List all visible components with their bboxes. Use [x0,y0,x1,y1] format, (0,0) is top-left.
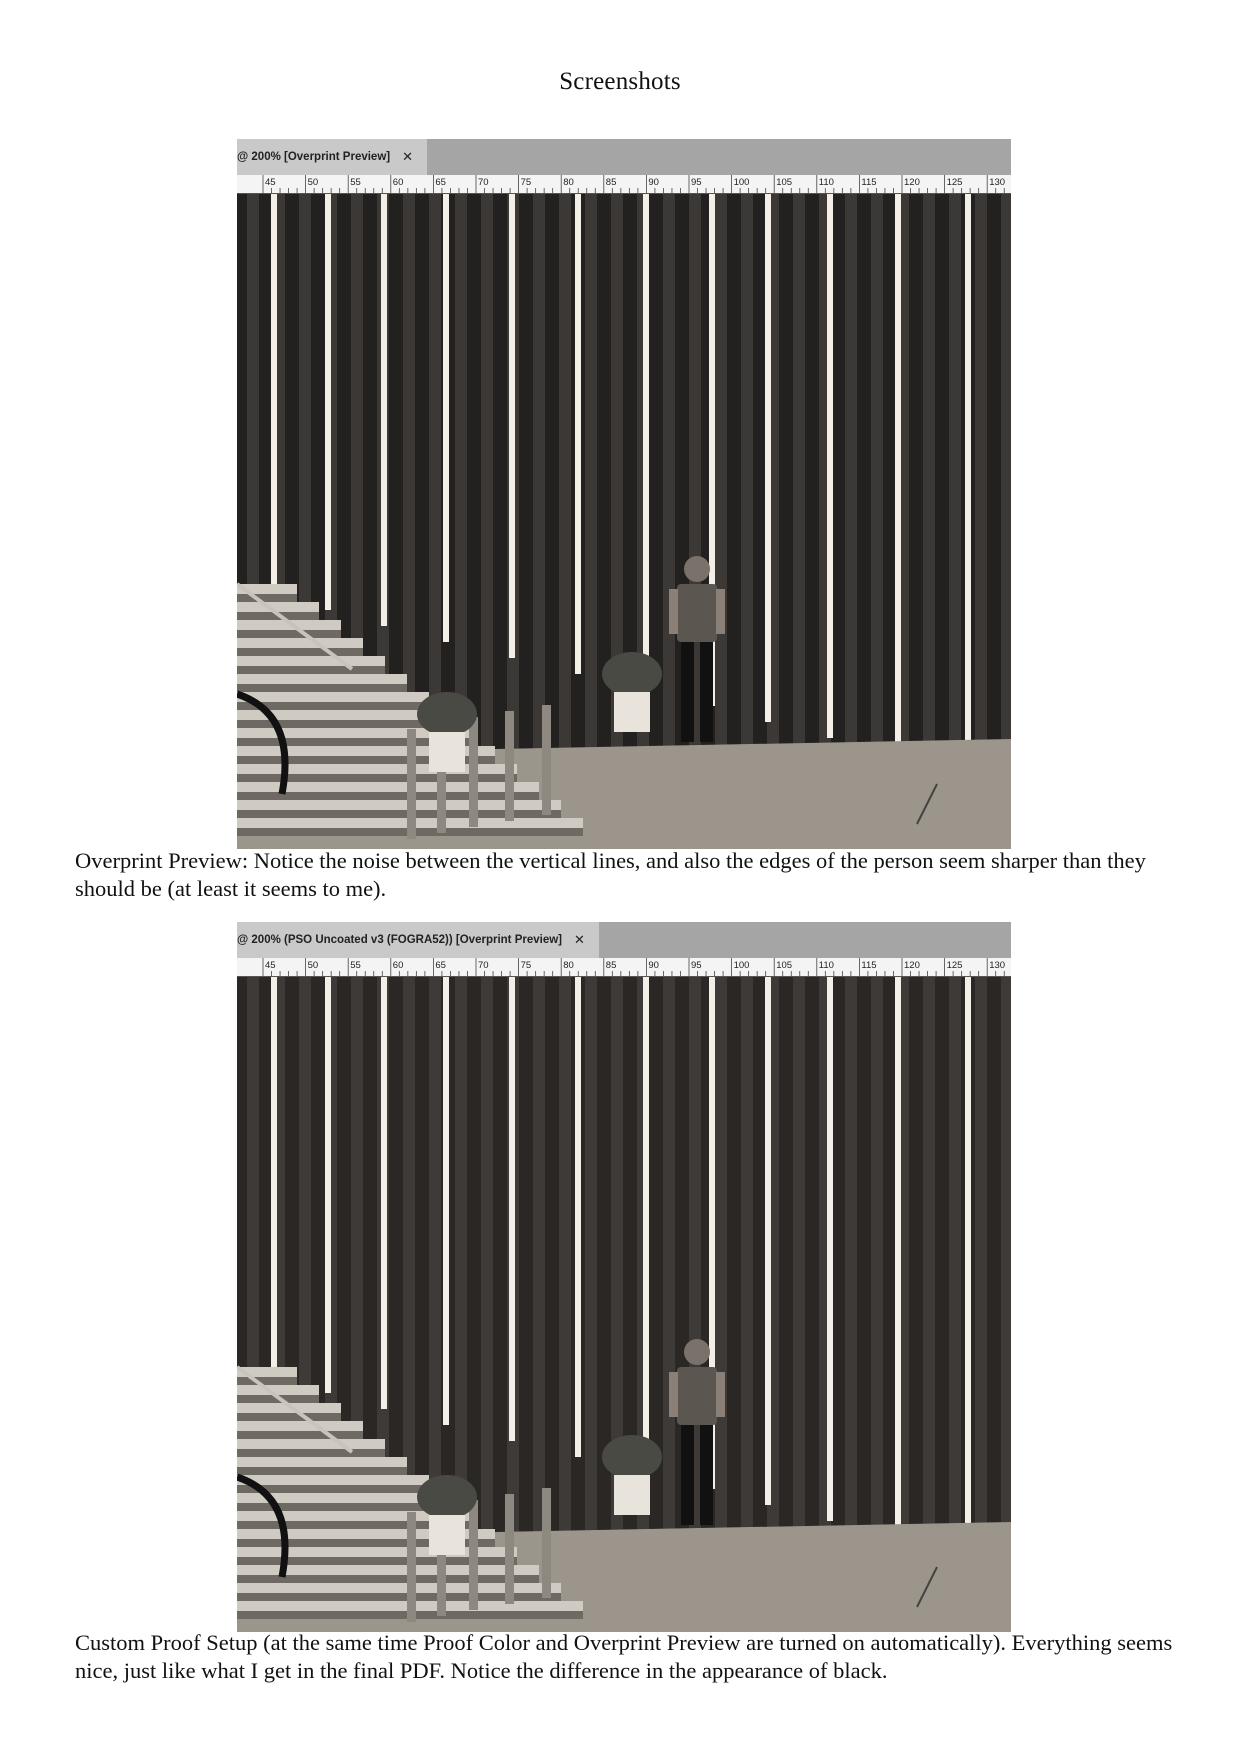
wall-slat [403,977,415,1537]
wall-slat [741,194,753,754]
document-tab-bar [237,139,1011,175]
ruler-tick-label: 50 [307,960,319,971]
caption-overprint-preview: Overprint Preview: Notice the noise between the vertical lines, and also the edges of the person seem sharper than they should be (at least it seems to me). [75,848,1146,901]
plant [417,1475,477,1519]
ruler-tick-label: 65 [435,177,446,188]
wall-slat [663,977,675,1537]
stair-step [237,674,407,684]
stair-riser [237,1377,297,1385]
wall-slat [403,194,415,754]
stair-riser [237,1449,385,1457]
ruler-tick-label: 55 [350,960,361,971]
bollard [542,1488,551,1598]
document-tab-label: @ 200% [Overprint Preview] [237,151,391,163]
plant-pot [614,1475,650,1515]
light-strip [509,194,515,658]
light-strip [271,194,277,594]
ruler-tick-label: 45 [265,177,276,188]
wall-slat [715,977,727,1537]
ruler-tick-label: 45 [265,960,276,971]
wall-slat [975,977,987,1537]
light-strip [895,194,901,754]
document-tab[interactable] [237,922,599,958]
ruler-tick-label: 115 [861,177,877,188]
light-strip [643,194,649,690]
light-strip [895,977,901,1537]
ruler-tick-label: 105 [776,960,793,971]
ruler-tick-label: 95 [691,177,702,188]
light-strip [827,194,833,738]
ruler-tick-label: 75 [520,960,532,971]
wall-slat [559,977,571,1537]
person-head [684,556,710,582]
bollard [407,1512,416,1622]
ruler-tick-label: 120 [904,960,920,971]
person-head [684,1339,710,1365]
wall-slat [793,194,805,754]
page-title: Screenshots [559,68,681,95]
stair-riser [237,594,297,602]
close-icon[interactable]: ✕ [402,149,414,164]
person-leg [681,642,694,742]
stair-riser [237,1467,407,1475]
plant-pot [429,732,465,772]
stair-step [237,1421,363,1431]
ruler-tick-label: 105 [776,177,793,188]
wall-slat [1001,194,1011,754]
light-strip [575,977,581,1457]
ruler-tick-label: 75 [520,177,532,188]
stair-riser [237,630,341,638]
ruler-tick-label: 85 [605,960,617,971]
ruler-tick-label: 90 [648,960,659,971]
stair-riser [237,684,407,692]
person-leg [681,1425,694,1525]
wall-slat [923,977,935,1537]
ruler-tick-label: 80 [563,960,574,971]
light-strip [325,977,331,1393]
stair-riser [237,1431,363,1439]
stair-step [237,656,385,666]
ruler-tick-label: 85 [605,177,617,188]
wall-slat [585,977,597,1537]
ruler-tick-label: 50 [307,177,319,188]
wall-slat [559,194,571,754]
ruler-tick-label: 130 [989,960,1006,971]
plant-pot [614,692,650,732]
wall-slat [715,194,727,754]
light-strip [765,977,771,1505]
light-strip [443,977,449,1425]
light-strip [575,194,581,674]
person-leg [700,642,713,742]
bollard [542,705,551,815]
horizontal-ruler [237,175,1011,194]
close-icon[interactable]: ✕ [574,932,585,947]
light-strip [271,977,277,1377]
wall-slat [845,194,857,754]
stair-step [237,1385,319,1395]
wall-slat [455,977,467,1537]
ruler-tick-label: 100 [733,960,750,971]
wall-slat [481,977,493,1537]
person-arm [669,1372,678,1417]
stair-step [237,1457,407,1467]
ruler-tick-label: 90 [648,177,659,188]
wall-slat [923,194,935,754]
bollard [469,717,478,827]
ruler-tick-label: 80 [563,177,574,188]
screenshot-custom-proof-setup [237,922,1011,1632]
document-tab-label: @ 200% (PSO Uncoated v3 (FOGRA52)) [Overprint Preview] [237,934,562,946]
wall-slat [533,194,545,754]
wall-slat [1001,977,1011,1537]
wall-slat [429,194,441,754]
light-strip [965,194,971,754]
plant-pot [429,1515,465,1555]
wall-slat [663,194,675,754]
wall-slat [455,194,467,754]
light-strip [381,977,387,1409]
stair-step [237,1475,429,1485]
wall-slat [949,194,961,754]
plant [602,652,662,696]
stair-step [237,1439,385,1449]
wall-slat [741,977,753,1537]
photo-canvas [237,194,1011,849]
wall-slat [793,977,805,1537]
stair-riser [237,666,385,674]
stair-riser [237,1413,341,1421]
ruler-tick-label: 60 [392,960,404,971]
caption-custom-proof-setup: Custom Proof Setup (at the same time Proof Color and Overprint Preview are turned on automatically). Everything seems nice, just like what I get in the final PDF. Notice the difference in the appearance of black. [75,1630,1173,1683]
ruler-tick-label: 55 [350,177,361,188]
light-strip [965,977,971,1537]
bollard [407,729,416,839]
light-strip [381,194,387,626]
ruler-tick-label: 60 [392,177,404,188]
ruler-tick-label: 100 [733,177,750,188]
ruler-tick-label: 110 [818,177,834,188]
bollard [505,1494,514,1604]
light-strip [643,977,649,1473]
wall-slat [481,194,493,754]
person-arm [669,589,678,634]
light-strip [509,977,515,1441]
wall-slat [429,977,441,1537]
person-arm [716,589,725,634]
wall-slat [845,977,857,1537]
person-shirt [677,584,717,642]
wall-slat [871,977,883,1537]
document-tab-bar [237,922,1011,958]
ruler-tick-label: 70 [478,177,489,188]
wall-slat [585,194,597,754]
light-strip [765,194,771,722]
stair-riser [237,648,363,656]
plant [602,1435,662,1479]
light-strip [443,194,449,642]
person-shirt [677,1367,717,1425]
plant [417,692,477,736]
person-arm [716,1372,725,1417]
stair-step [237,692,429,702]
person-leg [700,1425,713,1525]
horizontal-ruler [237,958,1011,977]
screenshot-overprint-preview [237,139,1011,849]
ruler-tick-label: 65 [435,960,446,971]
ruler-tick-label: 125 [946,177,963,188]
wall-slat [975,194,987,754]
ruler-tick-label: 120 [904,177,920,188]
ruler-tick-label: 115 [861,960,877,971]
document-tab[interactable] [237,139,427,175]
ruler-tick-label: 130 [989,177,1006,188]
ruler-tick-label: 95 [691,960,702,971]
light-strip [827,977,833,1521]
photo-canvas [237,977,1011,1632]
stair-step [237,638,363,648]
bollard [469,1500,478,1610]
wall-slat [533,977,545,1537]
wall-slat [871,194,883,754]
stair-step [237,602,319,612]
ruler-tick-label: 125 [946,960,963,971]
bollard [505,711,514,821]
wall-slat [949,977,961,1537]
light-strip [325,194,331,610]
ruler-tick-label: 70 [478,960,489,971]
ruler-tick-label: 110 [818,960,834,971]
